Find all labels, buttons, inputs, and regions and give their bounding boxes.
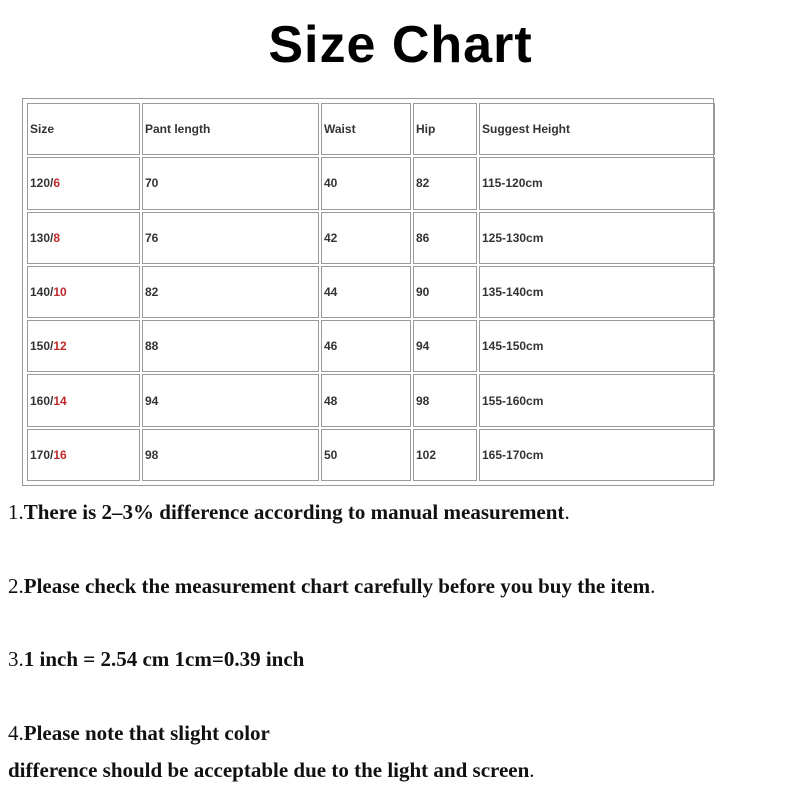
size-cell xyxy=(27,212,140,264)
height-cell: 115-120cm xyxy=(479,157,715,209)
pant-length-cell: 94 xyxy=(142,374,319,426)
column-header: Waist xyxy=(321,103,411,155)
table-row xyxy=(27,212,715,264)
size-us: 10 xyxy=(53,284,67,299)
size-us: 12 xyxy=(53,339,67,354)
size-cm: 170/ xyxy=(30,447,54,462)
note-text: difference should be acceptable due to the light and screen xyxy=(8,758,530,782)
note-end: . xyxy=(564,500,570,524)
note-item xyxy=(8,500,570,525)
size-us: 6 xyxy=(53,176,61,191)
hip-cell: 102 xyxy=(413,429,477,481)
size-cell xyxy=(27,266,140,318)
height-cell: 135-140cm xyxy=(479,266,715,318)
note-number: 3. xyxy=(8,647,24,671)
note-number: 2. xyxy=(8,574,24,598)
table-header-row xyxy=(27,103,715,155)
size-us: 8 xyxy=(53,230,61,245)
note-text: There is 2–3% difference according to manual measurement xyxy=(23,500,565,524)
table-row xyxy=(27,320,715,372)
size-cell xyxy=(27,157,140,209)
waist-cell: 40 xyxy=(321,157,411,209)
column-header: Suggest Height xyxy=(479,103,715,155)
pant-length-cell: 98 xyxy=(142,429,319,481)
note-end: . xyxy=(650,574,656,598)
size-cm: 140/ xyxy=(30,284,54,299)
hip-cell: 86 xyxy=(413,212,477,264)
pant-length-cell: 70 xyxy=(142,157,319,209)
hip-cell: 98 xyxy=(413,374,477,426)
column-header: Size xyxy=(27,103,140,155)
waist-cell: 50 xyxy=(321,429,411,481)
note-number: 1. xyxy=(8,500,24,524)
note-number: 4. xyxy=(8,721,24,745)
pant-length-cell: 76 xyxy=(142,212,319,264)
note-item xyxy=(8,647,304,672)
pant-length-cell: 82 xyxy=(142,266,319,318)
size-cell xyxy=(27,429,140,481)
waist-cell: 46 xyxy=(321,320,411,372)
table-row xyxy=(27,374,715,426)
height-cell: 165-170cm xyxy=(479,429,715,481)
note-text: Please check the measurement chart carefully before you buy the item xyxy=(23,574,651,598)
size-cell xyxy=(27,320,140,372)
note-item-continued xyxy=(8,758,535,783)
note-text: 1 inch = 2.54 cm 1cm=0.39 inch xyxy=(23,647,305,671)
table-row xyxy=(27,157,715,209)
size-cell xyxy=(27,374,140,426)
column-header: Pant length xyxy=(142,103,319,155)
note-item xyxy=(8,574,655,599)
pant-length-cell: 88 xyxy=(142,320,319,372)
hip-cell: 82 xyxy=(413,157,477,209)
size-table xyxy=(22,98,714,486)
size-cm: 130/ xyxy=(30,230,54,245)
table-row xyxy=(27,429,715,481)
size-cm: 120/ xyxy=(30,176,54,191)
waist-cell: 44 xyxy=(321,266,411,318)
height-cell: 145-150cm xyxy=(479,320,715,372)
height-cell: 125-130cm xyxy=(479,212,715,264)
size-cm: 160/ xyxy=(30,393,54,408)
size-us: 14 xyxy=(53,393,67,408)
page-title: Size Chart xyxy=(268,16,533,74)
note-end: . xyxy=(529,758,535,782)
waist-cell: 48 xyxy=(321,374,411,426)
waist-cell: 42 xyxy=(321,212,411,264)
size-us: 16 xyxy=(53,447,67,462)
column-header: Hip xyxy=(413,103,477,155)
table-row xyxy=(27,266,715,318)
note-item xyxy=(8,721,270,746)
hip-cell: 94 xyxy=(413,320,477,372)
hip-cell: 90 xyxy=(413,266,477,318)
height-cell: 155-160cm xyxy=(479,374,715,426)
note-text: Please note that slight color xyxy=(23,721,270,745)
size-cm: 150/ xyxy=(30,339,54,354)
